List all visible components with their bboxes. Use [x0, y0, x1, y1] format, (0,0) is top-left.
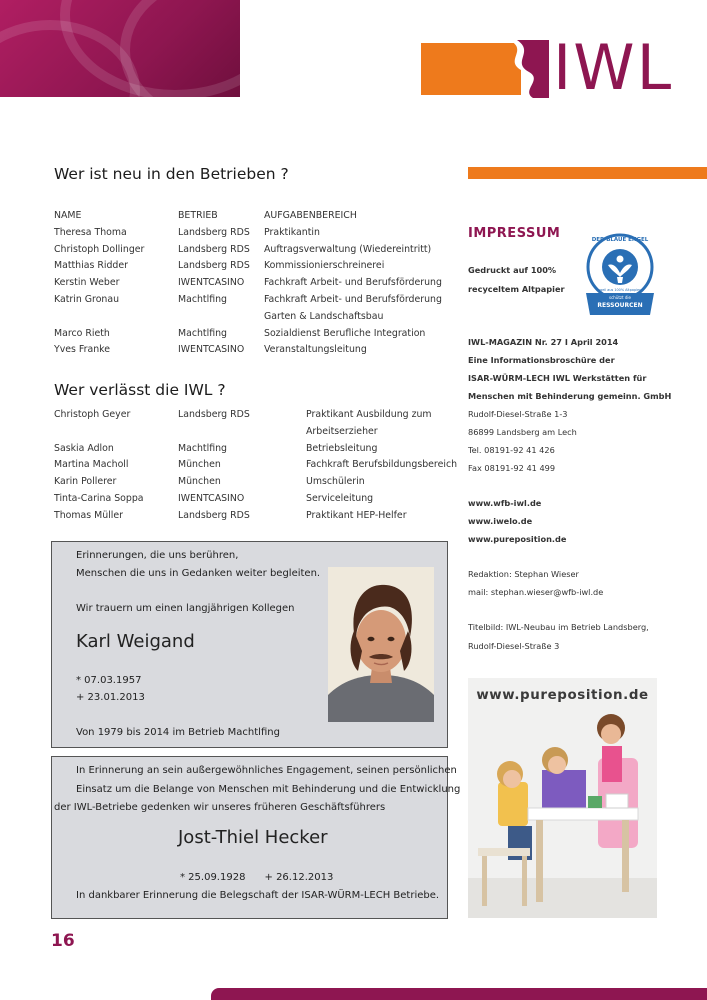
staff-role: Arbeitserzieher [306, 425, 378, 437]
table-row [54, 424, 454, 441]
blue-angel-badge [584, 233, 656, 318]
badge-sub-text: schützt die [609, 295, 631, 300]
staff-role: Praktikant Ausbildung zum [306, 409, 432, 420]
memorial-name: Jost-Thiel Hecker [178, 827, 328, 848]
table-row [54, 225, 454, 242]
portrait-illustration [328, 567, 434, 722]
memorial-dates: * 25.09.1928 + 26.12.2013 [180, 872, 334, 883]
staff-site: Machtlfing [178, 442, 228, 454]
magazin-line: IWL-MAGAZIN Nr. 27 I April 2014 [468, 337, 619, 347]
redaktion-line: Redaktion: Stephan Wieser [468, 569, 579, 579]
table-row [54, 309, 454, 326]
phone-number: Tel. 08191-92 41 426 [468, 445, 555, 455]
column-header-role: AUFGABENBEREICH [264, 210, 357, 221]
table-row [54, 457, 458, 474]
staff-name: Theresa Thoma [54, 226, 127, 238]
memorial-born: * 07.03.1957 [76, 675, 142, 686]
memorial-line: Wir trauern um einen langjährigen Kollegen [76, 603, 295, 614]
table-row [54, 474, 454, 491]
heading-new-staff: Wer ist neu in den Betrieben ? [54, 165, 289, 183]
titelbild-line: Titelbild: IWL-Neubau im Betrieb Landsberg, [468, 622, 649, 632]
corner-decoration [0, 0, 240, 97]
fax-number: Fax 08191-92 41 499 [468, 463, 556, 473]
website-link[interactable]: www.pureposition.de [468, 534, 567, 544]
staff-site: Machtlfing [178, 327, 228, 339]
staff-name: Yves Franke [54, 344, 111, 356]
staff-role: Praktikantin [264, 226, 320, 238]
staff-name: Tinta-Carina Soppa [54, 492, 144, 504]
address-line: Rudolf-Diesel-Straße 1-3 [468, 409, 568, 419]
email-link[interactable]: mail: stephan.wieser@wfb-iwl.de [468, 587, 604, 597]
table-row [54, 326, 454, 343]
portrait-photo [328, 567, 434, 722]
table-row [54, 242, 454, 259]
staff-site: Landsberg RDS [178, 509, 250, 521]
print-note: recyceltem Altpapier [468, 284, 565, 294]
staff-role: Umschülerin [306, 476, 365, 488]
table-row [54, 441, 454, 458]
website-link[interactable]: www.wfb-iwl.de [468, 498, 542, 508]
memorial-closing: In dankbarer Erinnerung die Belegschaft der ISAR-WÜRM-LECH Betriebe. [76, 890, 440, 901]
column-header-site: BETRIEB [178, 210, 218, 221]
memorial-line: Erinnerungen, die uns berühren, [76, 550, 239, 561]
table-row [54, 258, 454, 275]
column-header-name: NAME [54, 210, 82, 221]
staff-name: Marco Rieth [54, 327, 110, 339]
staff-role: Serviceleitung [306, 492, 374, 504]
pureposition-ad[interactable] [468, 678, 657, 918]
memorial-box-jost-thiel-hecker [51, 756, 461, 919]
ad-url: www.pureposition.de [476, 688, 649, 703]
staff-site: München [178, 476, 221, 488]
staff-name: Thomas Müller [54, 509, 124, 521]
staff-site: Landsberg RDS [178, 243, 250, 255]
new-staff-table [54, 208, 454, 359]
staff-name: Saskia Adlon [54, 442, 114, 454]
table-row [54, 407, 454, 424]
staff-site: Landsberg RDS [178, 409, 250, 420]
badge-top-text: DER BLAUE ENGEL [591, 237, 649, 243]
table-row [54, 292, 454, 309]
memorial-line: In Erinnerung an sein außergewöhnliches Engagement, seinen persönlichen [76, 765, 457, 776]
staff-name: Katrin Gronau [54, 293, 120, 305]
staff-role: Fachkraft Arbeit- und Berufsförderung [264, 277, 442, 289]
staff-name: Kerstin Weber [54, 277, 120, 289]
staff-role: Betriebsleitung [306, 442, 378, 454]
staff-name: Christoph Dollinger [54, 243, 145, 255]
staff-site: Landsberg RDS [178, 260, 250, 272]
logo-swoosh-icon [499, 40, 549, 98]
impressum-title: IMPRESSUM [468, 226, 561, 241]
badge-bottom-text: RESSOURCEN [597, 302, 643, 309]
memorial-tenure: Von 1979 bis 2014 im Betrieb Machtlfing [76, 727, 280, 738]
website-link[interactable]: www.iwelo.de [468, 516, 533, 526]
staff-role: Praktikant HEP-Helfer [306, 509, 407, 521]
staff-role: Fachkraft Arbeit- und Berufsförderung [264, 293, 442, 305]
magazin-line: Eine Informationsbroschüre der [468, 355, 615, 365]
memorial-line: Menschen die uns in Gedanken weiter begleiten. [76, 568, 321, 579]
staff-site: München [178, 459, 221, 471]
magazin-line: Menschen mit Behinderung gemeinn. GmbH [468, 391, 672, 401]
leaving-staff-table [54, 407, 458, 525]
staff-role: Sozialdienst Berufliche Integration [264, 327, 426, 339]
titelbild-line: Rudolf-Diesel-Straße 3 [468, 641, 560, 651]
staff-site: IWENTCASINO [178, 344, 245, 356]
staff-name: Matthias Ridder [54, 260, 128, 272]
table-row [54, 275, 454, 292]
children-at-table-illustration [468, 708, 657, 918]
table-row [54, 508, 454, 525]
table-row [54, 342, 454, 359]
footer-bar [211, 988, 707, 1000]
staff-role: Auftragsverwaltung (Wiedereintritt) [264, 243, 432, 255]
staff-site: Machtlfing [178, 293, 228, 305]
staff-role: Garten & Landschaftsbau [264, 310, 384, 322]
memorial-line: der IWL-Betriebe gedenken wir unseres früheren Geschäftsführers [54, 802, 386, 813]
logo-text: IWL [553, 31, 674, 104]
staff-role: Kommissionierschreinerei [264, 260, 385, 272]
iwl-logo [421, 31, 674, 104]
badge-mid-text: weil aus 100% Altpapier [599, 288, 641, 292]
staff-site: IWENTCASINO [178, 492, 245, 504]
staff-role: Veranstaltungsleitung [264, 344, 367, 356]
staff-name: Christoph Geyer [54, 409, 131, 420]
memorial-line: Einsatz um die Belange von Menschen mit Behinderung und die Entwicklung [76, 784, 461, 795]
table-header-row [54, 208, 454, 225]
staff-name: Karin Pollerer [54, 476, 117, 488]
staff-name: Martina Macholl [54, 459, 129, 471]
print-note: Gedruckt auf 100% [468, 265, 557, 275]
heading-leaving-staff: Wer verlässt die IWL ? [54, 381, 226, 399]
address-line: 86899 Landsberg am Lech [468, 427, 577, 437]
staff-site: IWENTCASINO [178, 277, 245, 289]
impressum-accent-bar [468, 167, 707, 179]
memorial-died: + 23.01.2013 [76, 692, 145, 703]
memorial-name: Karl Weigand [76, 631, 195, 652]
magazin-line: ISAR-WÜRM-LECH IWL Werkstätten für [468, 373, 647, 383]
page-number: 16 [51, 931, 75, 951]
staff-role: Fachkraft Berufsbildungsbereich [306, 459, 458, 471]
table-row [54, 491, 454, 508]
staff-site: Landsberg RDS [178, 226, 250, 238]
